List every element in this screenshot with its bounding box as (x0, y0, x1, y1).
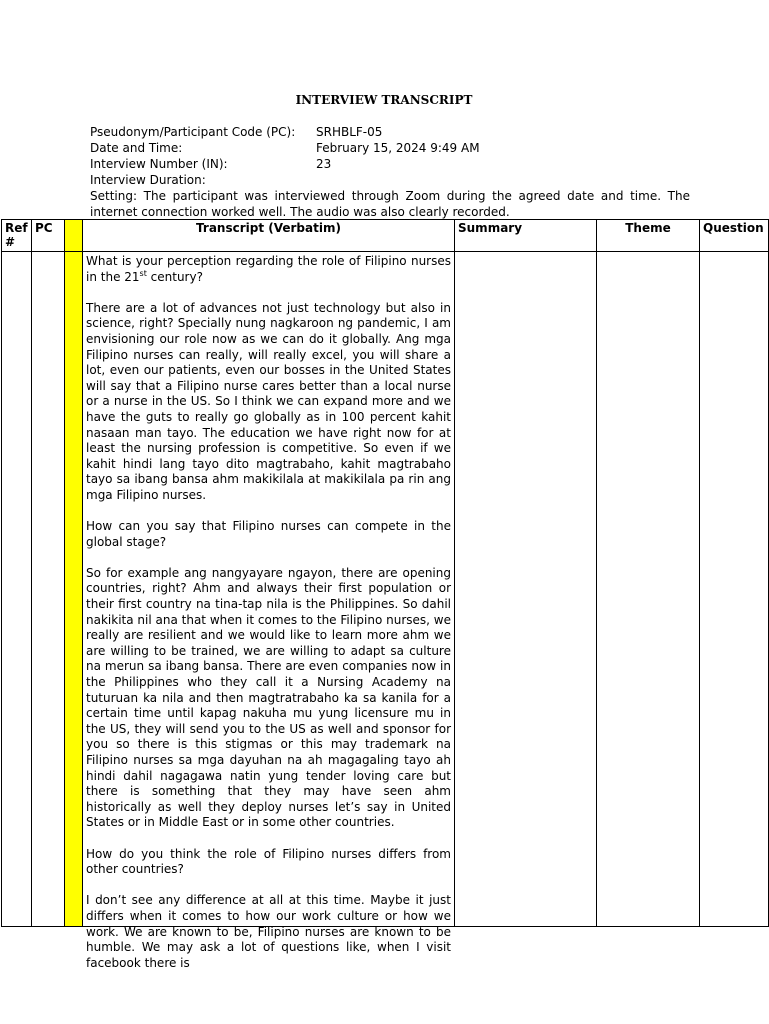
question-cell (700, 252, 769, 927)
question-1 (86, 254, 451, 285)
theme-cell (597, 252, 700, 927)
question-1-text-end: century? (146, 269, 203, 284)
ref-cell (2, 252, 32, 927)
table-header-row (2, 220, 769, 252)
interview-number-row (90, 156, 690, 172)
transcript-text (86, 254, 451, 970)
theme-header: Theme (597, 220, 700, 252)
question-1-text: What is your perception regarding the role of Filipino nurses in the 21 (86, 254, 451, 284)
summary-cell (455, 252, 597, 927)
question-header: Question (700, 220, 769, 252)
participant-code-row (90, 124, 690, 140)
document-title: INTERVIEW TRANSCRIPT (295, 93, 473, 107)
ref-header: Ref # (2, 220, 32, 252)
interview-metadata (90, 124, 690, 220)
interview-number-label: Interview Number (IN): (90, 157, 228, 171)
answer-1: There are a lot of advances not just technology but also in science, right? Specially nung nagkaroon ng pandemic, I am envisioning our role now as we can do it globally. Ang mga Filipino nurses can really, will really excel, you will share a lot, even our patients, even our bosses in the United States will say that a Filipino nurse cares better than a local nurse or a nurse in the US. So I think we can expand more and we have the guts to really go globally as in 100 percent kahit nasaan man tayo. The education we have right now for at least the nursing profession is competitive. So even if we kahit hindi lang tayo dito magtrabaho, kahit magtrabaho tayo sa ibang bansa ahm makikilala at makikilala pa rin ang mga Filipino nurses. (86, 300, 451, 502)
interview-number-value: 23 (316, 157, 332, 171)
summary-header: Summary (455, 220, 597, 252)
participant-code-label: Pseudonym/Participant Code (PC): (90, 125, 296, 139)
pc-cell (32, 252, 65, 927)
answer-2: So for example ang nangyayare ngayon, there are opening countries, right? Ahm and always their first population or their first country na tina-tap nila is the Philippines. So dahil nakikita nil ana that when it comes to the Filipino nurses, we really are resilient and we would like to learn more ahm we are willing to be trained, we are willing to adapt sa culture na merun sa ibang bansa. There are even companies now in the Philippines who they call it a Nursing Academy na tuturuan ka nila and then magtratrabaho ka sa kanila for a certain time until kapag nakuha mu yung licensure mu in the US, they will send you to the US as well and sponsor for you so there is this stigmas or this may trademark na Filipino nurses sa mga dayuhan na ah magagaling tayo ah hindi dahil nagagawa natin yung tender loving care but there is something that they may have seen ahm historically as well they deploy nurses let’s say in United States or in Middle East or in some other countries. (86, 565, 451, 830)
table-row (2, 252, 769, 927)
answer-3: I don’t see any difference at all at this time. Maybe it just differs when it comes to how our work culture or how we work. We are known to be, Filipino nurses are known to be humble. We may ask a lot of questions like, when I visit facebook there is (86, 893, 451, 970)
highlight-header (65, 220, 83, 252)
pc-header: PC (32, 220, 65, 252)
participant-code-value: SRHBLF-05 (316, 125, 383, 139)
question-3: How do you think the role of Filipino nurses differs from other countries? (86, 846, 451, 877)
transcript-cell (83, 252, 455, 970)
highlight-cell (65, 252, 83, 927)
question-1-superscript: st (139, 268, 147, 278)
interview-setting: Setting: The participant was interviewed through Zoom during the agreed date and time. The internet connection worked well. The audio was also clearly recorded. (90, 189, 690, 219)
interview-duration-row (90, 172, 690, 188)
question-2: How can you say that Filipino nurses can compete in the global stage? (86, 519, 451, 549)
transcript-table (1, 219, 769, 970)
date-time-label: Date and Time: (90, 141, 183, 155)
date-time-value: February 15, 2024 9:49 AM (316, 141, 480, 155)
interview-duration-label: Interview Duration: (90, 173, 206, 187)
date-time-row (90, 140, 690, 156)
transcript-header: Transcript (Verbatim) (83, 220, 455, 252)
